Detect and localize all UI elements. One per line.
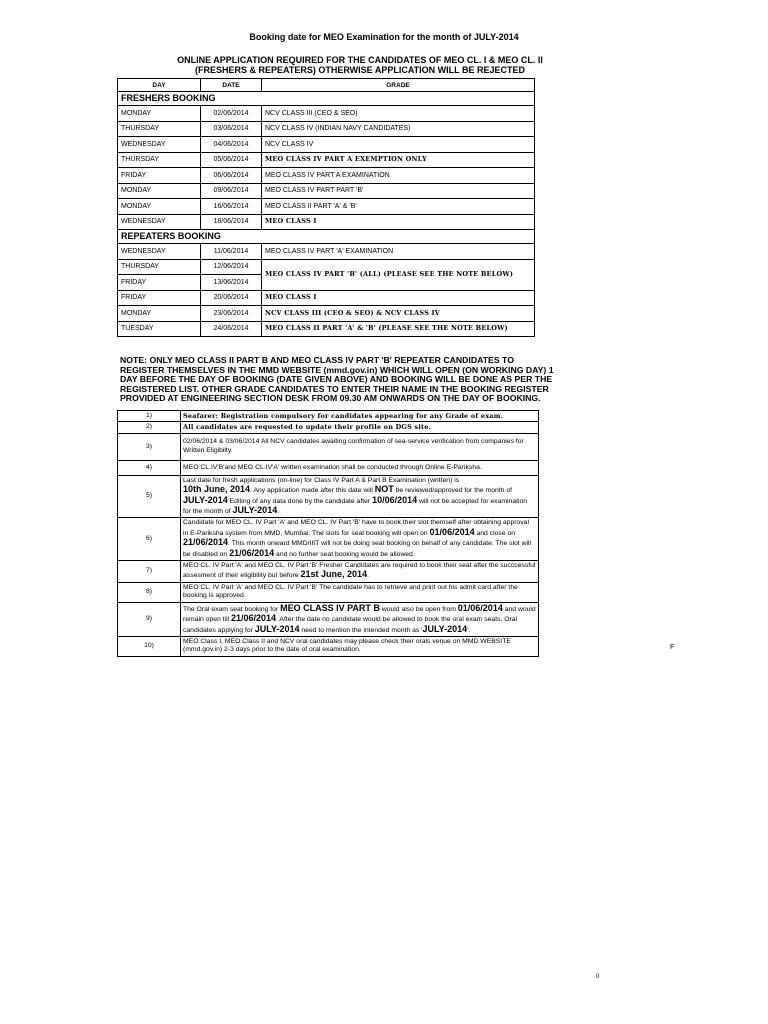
table-row	[118, 306, 535, 322]
note-number: 7)	[118, 561, 181, 583]
cell-day: TUESDAY	[118, 321, 201, 337]
note-highlight: JULY-2014	[422, 623, 468, 634]
note-number: 4)	[118, 460, 181, 475]
note-text-part: MEO CL. IV Part 'A' and MEO CL. IV Part 'B' Fresher Candidates are required to book their seat after the succcessful assesment of their eligibility but before	[183, 562, 536, 580]
cell-grade: MEO CLASS II PART 'A' & 'B' (PLEASE SEE THE NOTE BELOW)	[262, 321, 535, 337]
table-row	[118, 244, 535, 260]
note-text-part: '.	[467, 626, 471, 634]
table-row	[118, 199, 535, 215]
cell-grade: MEO CLASS I	[262, 290, 535, 306]
note-text	[181, 602, 539, 636]
note-text-part: would also be open from	[379, 605, 458, 613]
note-text-part: . After the date no candidate would be allowed to book the oral exam seats. Oral candidates applying for	[183, 616, 518, 634]
cell-grade: MEO CLASS IV PART 'A' EXAMINATION	[262, 244, 535, 260]
note-text-part: Last date for fresh applications (on-line) for Class IV Part A & Part B Examination (written) is	[183, 476, 460, 484]
cell-grade: MEO CLASS I	[262, 214, 535, 230]
note-number: 6)	[118, 518, 181, 561]
note-text	[181, 518, 539, 561]
note-highlight: 10/06/2014	[372, 494, 418, 505]
cell-day: FRIDAY	[118, 275, 201, 291]
cell-grade: NCV CLASS III (CEO & SEO) & NCV CLASS IV	[262, 306, 535, 322]
side-mark: F	[670, 644, 675, 651]
note-text: Seafarer: Registration compulsory for candidates appearing for any Grade of exam.	[181, 411, 539, 422]
note-number: 8)	[118, 582, 181, 602]
cell-day: MONDAY	[118, 199, 201, 215]
table-header-row	[118, 79, 535, 92]
note-highlight: JULY-2014	[254, 623, 300, 634]
cell-date: 20/06/2014	[201, 290, 262, 306]
cell-grade: NCV CLASS IV (INDIAN NAVY CANDIDATES)	[262, 121, 535, 137]
section-repeaters	[118, 230, 535, 244]
cell-grade: NCV CLASS III (CEO & SEO)	[262, 106, 535, 122]
cell-day: THURSDAY	[118, 121, 201, 137]
note-text-part: Editing of any data done by the candidate after	[227, 497, 373, 505]
cell-day: THURSDAY	[118, 259, 201, 275]
cell-day: WEDNESDAY	[118, 244, 201, 260]
subtitle-line-2: (FRESHERS & REPEATERS) OTHERWISE APPLICATION WILL BE REJECTED	[194, 65, 526, 75]
note-text: MEO CL. IV Part 'A' and MEO CL. IV Part 'B' The candidate has to retrieve and print out his admit card after the booking is approved.	[181, 582, 539, 602]
note-text: 02/06/2014 & 03/06/2014 All NCV candidates awaiting confirmation of sea-service verification from companies for Written Eligibilty.	[181, 433, 539, 460]
note-highlight: 21/06/2014	[183, 537, 229, 548]
cell-day: MONDAY	[118, 306, 201, 322]
page-title: Booking date for MEO Examination for the month of JULY-2014	[249, 32, 519, 42]
note-highlight: 01/06/2014	[457, 602, 503, 613]
note-highlight: 21st June, 2014	[300, 569, 368, 580]
table-row	[118, 321, 535, 337]
page-number: 0	[596, 974, 600, 980]
note-row	[118, 475, 539, 518]
cell-day: MONDAY	[118, 183, 201, 199]
table-row	[118, 214, 535, 230]
note-text: All candidates are requested to update their profile on DGS site.	[181, 422, 539, 433]
note-text-part: The Oral exam seat booking for	[183, 605, 281, 613]
note-highlight: JULY-2014	[232, 505, 278, 516]
note-text-part: will not be accepted for examination for the month of	[183, 497, 528, 516]
cell-date: 23/06/2014	[201, 306, 262, 322]
note-row	[118, 433, 539, 460]
table-row	[118, 168, 535, 184]
note-highlight: 21/06/2014	[229, 547, 275, 558]
cell-grade: NCV CLASS IV	[262, 137, 535, 153]
cell-grade: MEO CLASS IV PART A EXEMPTION ONLY	[262, 152, 535, 168]
note-number: 3)	[118, 433, 181, 460]
note-text-part: be reviewed/approved for the month of	[393, 487, 512, 495]
cell-grade: MEO CLASS II PART 'A' & 'B'	[262, 199, 535, 215]
note-number: 1)	[118, 411, 181, 422]
cell-date: 18/06/2014	[201, 214, 262, 230]
header-date: DATE	[201, 79, 262, 92]
cell-day: FRIDAY	[118, 168, 201, 184]
cell-date: 05/06/2014	[201, 152, 262, 168]
note-row	[118, 582, 539, 602]
cell-date: 06/06/2014	[201, 168, 262, 184]
note-highlight: MEO CLASS IV PART B	[280, 602, 380, 613]
note-number: 10)	[118, 636, 181, 656]
note-text-part: and no further seat booking would be allowed.	[274, 550, 415, 558]
header-grade: GRADE	[262, 79, 535, 92]
note-highlight: 10th June, 2014	[183, 484, 251, 495]
header-day: DAY	[118, 79, 201, 92]
cell-date: 16/06/2014	[201, 199, 262, 215]
cell-day: MONDAY	[118, 106, 201, 122]
note-row	[118, 460, 539, 475]
note-text: MEO CL.IV'B'and MEO CL.IV'A' written examination shall be conducted through Online E-Pariksha.	[181, 460, 539, 475]
note-text-part: Candidate for MEO CL. IV Part 'A' and MEO CL. IV Part 'B' have to book their slot themself after obtaining approval in E-Pariksha system from MMD, Mumbai. The slots for seat booking will open on	[183, 519, 529, 537]
note-text-part: .	[367, 572, 369, 580]
note-number: 2)	[118, 422, 181, 433]
cell-date: 11/06/2014	[201, 244, 262, 260]
table-row	[118, 152, 535, 168]
note-row	[118, 422, 539, 433]
repeaters-label: REPEATERS BOOKING	[118, 230, 535, 244]
note-row	[118, 518, 539, 561]
note-highlight: 21/06/2014	[230, 613, 277, 624]
table-row	[118, 137, 535, 153]
note-text-part: and would remain open till	[183, 605, 536, 624]
note-text-part: . Any application made after this date will	[250, 487, 375, 495]
note-text	[181, 475, 539, 518]
cell-date: 09/06/2014	[201, 183, 262, 199]
booking-note: NOTE: ONLY MEO CLASS II PART B AND MEO CLASS IV PART 'B' REPEATER CANDIDATES TO REGISTER THEMSELVES IN THE MMD WEBSITE (mmd.gov.in) WHICH WILL OPEN (ON WORKING DAY) 1 DAY BEFORE THE DAY OF BOOKING (DATE GIVEN ABOVE) AND BOOKING WILL BE DONE AS PER THE REGISTERED LIST. OTHER GRADE CANDIDATES TO ENTER THEIR NAME IN THE BOOKING REGISTER PROVIDED AT ENGINEERING SECTION DESK FROM 09.30 AM ONWARDS ON THE DAY OF BOOKING.	[120, 355, 554, 403]
cell-grade-merged: MEO CLASS IV PART 'B' (ALL) (PLEASE SEE THE NOTE BELOW)	[262, 259, 535, 290]
note-text-part: need to mention the intended month as '	[299, 626, 423, 634]
notes-table	[117, 410, 539, 657]
cell-day: WEDNESDAY	[118, 214, 201, 230]
table-row	[118, 121, 535, 137]
note-highlight: 01/06/2014	[429, 526, 475, 537]
note-text-part: . This month onward MMD/IIIT will not be doing seat booking on behalf of any candidate. The slot will be disabled on	[183, 540, 532, 558]
freshers-label: FRESHERS BOOKING	[118, 92, 535, 106]
cell-date: 03/06/2014	[201, 121, 262, 137]
note-row	[118, 602, 539, 636]
cell-date: 02/06/2014	[201, 106, 262, 122]
cell-date: 04/06/2014	[201, 137, 262, 153]
cell-day: FRIDAY	[118, 290, 201, 306]
booking-table	[117, 78, 535, 337]
table-row	[118, 183, 535, 199]
note-row	[118, 636, 539, 656]
note-highlight: NOT	[374, 484, 394, 495]
note-text	[181, 561, 539, 583]
cell-date: 13/06/2014	[201, 275, 262, 291]
cell-day: THURSDAY	[118, 152, 201, 168]
cell-grade: MEO CLASS IV PART A EXAMINATION	[262, 168, 535, 184]
table-row	[118, 259, 535, 275]
note-number: 5)	[118, 475, 181, 518]
cell-grade: MEO CLASS IV PART PART 'B'	[262, 183, 535, 199]
note-text: MEO Class I, MEO Class II and NCV oral candidates may please check their orals venue on MMD WEBSITE (mmd.gov.in) 2-3 days prior to the date of oral examination.	[181, 636, 539, 656]
note-number: 9)	[118, 602, 181, 636]
note-row	[118, 411, 539, 422]
cell-day: WEDNESDAY	[118, 137, 201, 153]
table-row	[118, 106, 535, 122]
section-freshers	[118, 92, 535, 106]
note-text-part: and close on	[474, 529, 516, 537]
table-row	[118, 290, 535, 306]
note-text-part: .	[277, 508, 280, 516]
subtitle-line-1: ONLINE APPLICATION REQUIRED FOR THE CANDIDATES OF MEO CL. I & MEO CL. II	[177, 55, 543, 65]
cell-date: 24/06/2014	[201, 321, 262, 337]
cell-date: 12/06/2014	[201, 259, 262, 275]
note-row	[118, 561, 539, 583]
note-highlight: JULY-2014	[183, 494, 228, 505]
